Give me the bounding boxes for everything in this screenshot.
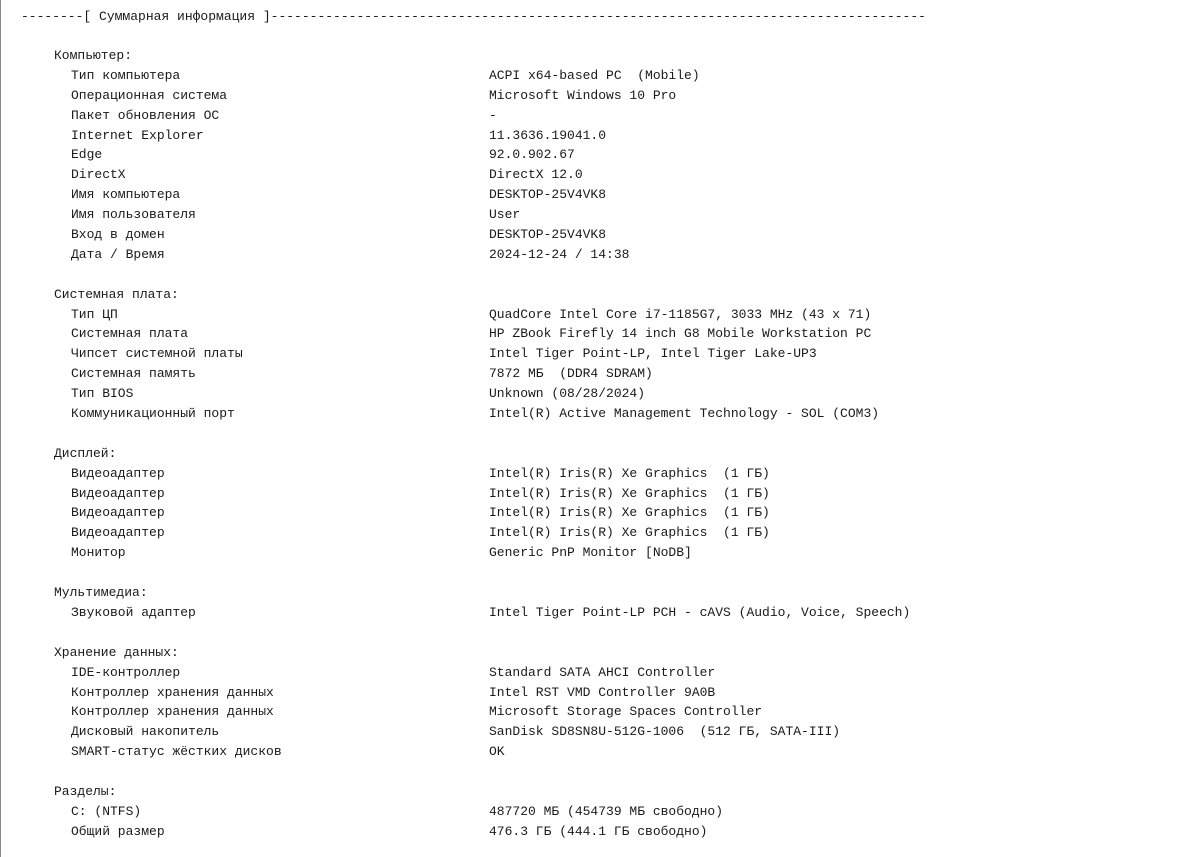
row-value: QuadCore Intel Core i7-1185G7, 3033 MHz (43 x 71) bbox=[489, 306, 872, 322]
row-value: 7872 МБ (DDR4 SDRAM) bbox=[489, 366, 653, 382]
row-key: Видеоадаптер bbox=[71, 505, 165, 521]
section-title: Мультимедиа: bbox=[54, 585, 148, 601]
report-header: --------[ Суммарная информация ]------------------------------------------------------------------------------------ bbox=[21, 9, 926, 24]
row-key: Имя пользователя bbox=[71, 207, 196, 223]
info-row bbox=[1, 683, 1200, 703]
row-key: Имя компьютера bbox=[71, 187, 181, 203]
row-key: Вход в домен bbox=[71, 227, 165, 243]
row-value: Microsoft Windows 10 Pro bbox=[489, 87, 677, 103]
row-key: Видеоадаптер bbox=[71, 485, 165, 501]
row-value: OK bbox=[489, 744, 505, 760]
row-key: Дата / Время bbox=[71, 246, 165, 262]
row-value: Intel Tiger Point-LP PCH - cAVS (Audio, Voice, Speech) bbox=[489, 604, 911, 620]
row-value: DESKTOP-25V4VK8 bbox=[489, 187, 607, 203]
row-value: 2024-12-24 / 14:38 bbox=[489, 246, 630, 262]
info-row bbox=[1, 225, 1200, 245]
info-row bbox=[1, 305, 1200, 325]
section-storage bbox=[1, 643, 1200, 762]
info-row bbox=[1, 802, 1200, 822]
row-value: Intel RST VMD Controller 9A0B bbox=[489, 684, 716, 700]
info-row bbox=[1, 722, 1200, 742]
info-row bbox=[1, 185, 1200, 205]
row-key: Коммуникационный порт bbox=[71, 406, 235, 422]
section-title: Компьютер: bbox=[54, 48, 133, 63]
row-key: Системная плата bbox=[71, 326, 189, 342]
section-title: Системная плата: bbox=[54, 286, 179, 302]
row-key: Пакет обновления ОС bbox=[71, 107, 220, 123]
section-title: Разделы: bbox=[54, 783, 117, 799]
row-key: Internet Explorer bbox=[71, 127, 204, 143]
row-key: Контроллер хранения данных bbox=[71, 704, 274, 720]
info-row bbox=[1, 523, 1200, 543]
section-title: Дисплей: bbox=[54, 445, 117, 461]
info-row bbox=[1, 66, 1200, 86]
row-key: Контроллер хранения данных bbox=[71, 684, 274, 700]
info-row bbox=[1, 464, 1200, 484]
info-row bbox=[1, 503, 1200, 523]
info-row bbox=[1, 86, 1200, 106]
row-value: 487720 МБ (454739 МБ свободно) bbox=[489, 803, 724, 819]
info-row bbox=[1, 344, 1200, 364]
row-value: Intel Tiger Point-LP, Intel Tiger Lake-UP3 bbox=[489, 346, 817, 362]
row-key: Видеоадаптер bbox=[71, 465, 165, 481]
info-row bbox=[1, 205, 1200, 225]
info-row bbox=[1, 165, 1200, 185]
info-row bbox=[1, 702, 1200, 722]
row-value: DirectX 12.0 bbox=[489, 167, 583, 183]
row-key: Системная память bbox=[71, 366, 196, 382]
row-key: Тип ЦП bbox=[71, 306, 118, 322]
row-value: HP ZBook Firefly 14 inch G8 Mobile Workstation PC bbox=[489, 326, 872, 342]
row-value: Intel(R) Iris(R) Xe Graphics (1 ГБ) bbox=[489, 485, 770, 501]
row-value: 476.3 ГБ (444.1 ГБ свободно) bbox=[489, 823, 708, 839]
row-value: Intel(R) Iris(R) Xe Graphics (1 ГБ) bbox=[489, 505, 770, 521]
info-row bbox=[1, 603, 1200, 623]
row-value: - bbox=[489, 107, 497, 123]
row-value: Intel(R) Iris(R) Xe Graphics (1 ГБ) bbox=[489, 525, 770, 541]
info-row bbox=[1, 145, 1200, 165]
info-row bbox=[1, 384, 1200, 404]
row-value: User bbox=[489, 207, 521, 223]
row-key: Дисковый накопитель bbox=[71, 724, 220, 740]
row-key: Видеоадаптер bbox=[71, 525, 165, 541]
section-motherboard bbox=[1, 285, 1200, 424]
row-value: DESKTOP-25V4VK8 bbox=[489, 227, 607, 243]
row-key: SMART-статус жёстких дисков bbox=[71, 744, 282, 760]
row-value: 92.0.902.67 bbox=[489, 147, 575, 163]
info-row bbox=[1, 364, 1200, 384]
info-row bbox=[1, 126, 1200, 146]
info-row bbox=[1, 245, 1200, 265]
info-row bbox=[1, 404, 1200, 424]
row-key: Звуковой адаптер bbox=[71, 604, 196, 620]
row-value: Unknown (08/28/2024) bbox=[489, 386, 646, 402]
section-title: Хранение данных: bbox=[54, 644, 179, 660]
row-value: Intel(R) Iris(R) Xe Graphics (1 ГБ) bbox=[489, 465, 770, 481]
section-multimedia bbox=[1, 583, 1200, 623]
row-key: Тип BIOS bbox=[71, 386, 134, 402]
info-row bbox=[1, 742, 1200, 762]
row-value: SanDisk SD8SN8U-512G-1006 (512 ГБ, SATA-III) bbox=[489, 724, 841, 740]
row-key: Edge bbox=[71, 147, 103, 163]
row-key: Операционная система bbox=[71, 87, 228, 103]
row-key: IDE-контроллер bbox=[71, 664, 181, 680]
info-row bbox=[1, 822, 1200, 842]
info-row bbox=[1, 484, 1200, 504]
row-value: 11.3636.19041.0 bbox=[489, 127, 607, 143]
info-row bbox=[1, 324, 1200, 344]
report-body bbox=[1, 46, 1200, 842]
row-key: Общий размер bbox=[71, 823, 165, 839]
info-row bbox=[1, 543, 1200, 563]
row-key: C: (NTFS) bbox=[71, 803, 142, 819]
row-value: Standard SATA AHCI Controller bbox=[489, 664, 716, 680]
row-value: Microsoft Storage Spaces Controller bbox=[489, 704, 763, 720]
section-computer bbox=[1, 46, 1200, 265]
row-key: Монитор bbox=[71, 545, 126, 561]
info-row bbox=[1, 663, 1200, 683]
row-key: DirectX bbox=[71, 167, 126, 183]
section-display bbox=[1, 444, 1200, 563]
section-partitions bbox=[1, 782, 1200, 842]
row-key: Чипсет системной платы bbox=[71, 346, 243, 362]
row-key: Тип компьютера bbox=[71, 67, 181, 83]
row-value: Intel(R) Active Management Technology - SOL (COM3) bbox=[489, 406, 880, 422]
row-value: ACPI x64-based PC (Mobile) bbox=[489, 67, 700, 83]
row-value: Generic PnP Monitor [NoDB] bbox=[489, 545, 692, 561]
info-row bbox=[1, 106, 1200, 126]
